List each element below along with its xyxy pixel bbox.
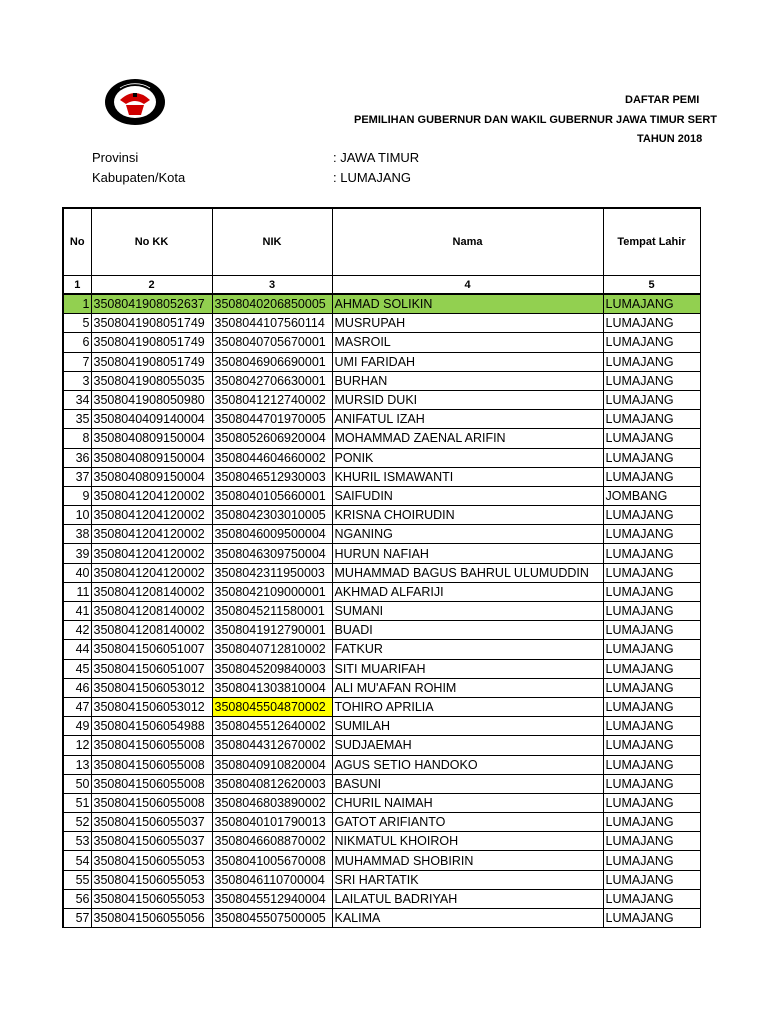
cell-nik[interactable]: 3508046608870002 xyxy=(212,832,332,851)
table-row[interactable] xyxy=(63,909,700,928)
cell-nama[interactable]: PONIK xyxy=(332,448,603,467)
table-row[interactable] xyxy=(63,582,700,601)
header-number-5[interactable]: 5 xyxy=(603,276,700,295)
cell-no-kk[interactable]: 3508041506055056 xyxy=(91,909,212,928)
cell-no[interactable]: 51 xyxy=(63,793,91,812)
cell-tempat-lahir[interactable]: LUMAJANG xyxy=(603,774,700,793)
cell-no[interactable]: 45 xyxy=(63,659,91,678)
cell-nama[interactable]: MUHAMMAD BAGUS BAHRUL ULUMUDDIN xyxy=(332,563,603,582)
cell-tempat-lahir[interactable]: LUMAJANG xyxy=(603,755,700,774)
table-row[interactable] xyxy=(63,486,700,505)
cell-nama[interactable]: SITI MUARIFAH xyxy=(332,659,603,678)
cell-no-kk[interactable]: 3508041208140002 xyxy=(91,582,212,601)
cell-tempat-lahir[interactable]: JOMBANG xyxy=(603,486,700,505)
cell-no-kk[interactable]: 3508040809150004 xyxy=(91,429,212,448)
cell-nik[interactable]: 3508041912790001 xyxy=(212,621,332,640)
kabupaten-value: : LUMAJANG xyxy=(333,170,412,185)
cell-tempat-lahir[interactable]: LUMAJANG xyxy=(603,621,700,640)
cell-no-kk[interactable]: 3508041506051007 xyxy=(91,659,212,678)
cell-no[interactable]: 55 xyxy=(63,870,91,889)
cell-nik[interactable]: 3508040812620003 xyxy=(212,774,332,793)
cell-no[interactable]: 36 xyxy=(63,448,91,467)
provinsi-value: : JAWA TIMUR xyxy=(333,150,420,165)
table-row[interactable] xyxy=(63,813,700,832)
header-tempat-lahir[interactable]: Tempat Lahir xyxy=(603,208,700,276)
cell-no-kk[interactable]: 3508040809150004 xyxy=(91,448,212,467)
cell-nama[interactable]: MUHAMMAD SHOBIRIN xyxy=(332,851,603,870)
cell-no[interactable]: 47 xyxy=(63,697,91,716)
table-row[interactable] xyxy=(63,851,700,870)
cell-no-kk[interactable]: 3508041506053012 xyxy=(91,678,212,697)
cell-no[interactable]: 12 xyxy=(63,736,91,755)
cell-tempat-lahir[interactable]: LUMAJANG xyxy=(603,390,700,409)
cell-nik[interactable]: 3508045209840003 xyxy=(212,659,332,678)
cell-no[interactable]: 50 xyxy=(63,774,91,793)
cell-tempat-lahir[interactable]: LUMAJANG xyxy=(603,314,700,333)
cell-no[interactable]: 54 xyxy=(63,851,91,870)
table-row[interactable] xyxy=(63,832,700,851)
cell-nama[interactable]: SRI HARTATIK xyxy=(332,870,603,889)
cell-no-kk[interactable]: 3508041506055053 xyxy=(91,889,212,908)
header-no-kk[interactable]: No KK xyxy=(91,208,212,276)
cell-nama[interactable]: AGUS SETIO HANDOKO xyxy=(332,755,603,774)
cell-tempat-lahir[interactable]: LUMAJANG xyxy=(603,352,700,371)
cell-no-kk[interactable]: 3508040809150004 xyxy=(91,467,212,486)
header-nik[interactable]: NIK xyxy=(212,208,332,276)
cell-no-kk[interactable]: 3508041204120002 xyxy=(91,525,212,544)
cell-nama[interactable]: SUMILAH xyxy=(332,717,603,736)
cell-nik[interactable]: 3508042303010005 xyxy=(212,506,332,525)
cell-nama[interactable]: NIKMATUL KHOIROH xyxy=(332,832,603,851)
cell-no[interactable]: 3 xyxy=(63,371,91,390)
cell-no[interactable]: 44 xyxy=(63,640,91,659)
cell-no-kk[interactable]: 3508040409140004 xyxy=(91,410,212,429)
provinsi-label: Provinsi xyxy=(92,150,139,165)
cell-no-kk[interactable]: 3508041506055037 xyxy=(91,832,212,851)
table-row[interactable] xyxy=(63,525,700,544)
cell-no-kk[interactable]: 3508041506053012 xyxy=(91,697,212,716)
cell-no-kk[interactable]: 3508041208140002 xyxy=(91,602,212,621)
table-row[interactable] xyxy=(63,410,700,429)
cell-no[interactable]: 11 xyxy=(63,582,91,601)
cell-tempat-lahir[interactable]: LUMAJANG xyxy=(603,736,700,755)
cell-nama[interactable]: MURSID DUKI xyxy=(332,390,603,409)
cell-tempat-lahir[interactable]: LUMAJANG xyxy=(603,813,700,832)
table-row[interactable] xyxy=(63,717,700,736)
cell-nik[interactable]: 3508041005670008 xyxy=(212,851,332,870)
cell-nik[interactable]: 3508040705670001 xyxy=(212,333,332,352)
table-row[interactable] xyxy=(63,659,700,678)
cell-no-kk[interactable]: 3508041506055008 xyxy=(91,793,212,812)
cell-no[interactable]: 9 xyxy=(63,486,91,505)
cell-tempat-lahir[interactable]: LUMAJANG xyxy=(603,429,700,448)
cell-no-kk[interactable]: 3508041204120002 xyxy=(91,544,212,563)
cell-nik[interactable]: 3508042311950003 xyxy=(212,563,332,582)
cell-nik[interactable]: 3508044312670002 xyxy=(212,736,332,755)
table-row[interactable] xyxy=(63,352,700,371)
cell-nama[interactable]: SUMANI xyxy=(332,602,603,621)
cell-nama[interactable]: MOHAMMAD ZAENAL ARIFIN xyxy=(332,429,603,448)
cell-nama[interactable]: KHURIL ISMAWANTI xyxy=(332,467,603,486)
table-row[interactable] xyxy=(63,640,700,659)
cell-no-kk[interactable]: 3508041908050980 xyxy=(91,390,212,409)
cell-nama[interactable]: UMI FARIDAH xyxy=(332,352,603,371)
table-row[interactable] xyxy=(63,506,700,525)
cell-tempat-lahir[interactable]: LUMAJANG xyxy=(603,410,700,429)
cell-no-kk[interactable]: 3508041204120002 xyxy=(91,563,212,582)
cell-nik[interactable]: 3508052606920004 xyxy=(212,429,332,448)
cell-nama[interactable]: BURHAN xyxy=(332,371,603,390)
cell-nama[interactable]: MASROIL xyxy=(332,333,603,352)
cell-nama[interactable]: FATKUR xyxy=(332,640,603,659)
cell-tempat-lahir[interactable]: LUMAJANG xyxy=(603,294,700,314)
cell-nik[interactable]: 3508045512940004 xyxy=(212,889,332,908)
cell-nik[interactable]: 3508045507500005 xyxy=(212,909,332,928)
cell-no[interactable]: 49 xyxy=(63,717,91,736)
cell-no[interactable]: 10 xyxy=(63,506,91,525)
cell-nama[interactable]: BASUNI xyxy=(332,774,603,793)
cell-no-kk[interactable]: 3508041506055008 xyxy=(91,736,212,755)
cell-nik[interactable]: 3508045512640002 xyxy=(212,717,332,736)
header-number-3[interactable]: 3 xyxy=(212,276,332,295)
cell-nik[interactable]: 3508044701970005 xyxy=(212,410,332,429)
cell-no-kk[interactable]: 3508041506055008 xyxy=(91,755,212,774)
cell-nama[interactable]: AKHMAD ALFARIJI xyxy=(332,582,603,601)
cell-tempat-lahir[interactable]: LUMAJANG xyxy=(603,717,700,736)
cell-tempat-lahir[interactable]: LUMAJANG xyxy=(603,697,700,716)
cell-tempat-lahir[interactable]: LUMAJANG xyxy=(603,832,700,851)
cell-no-kk[interactable]: 3508041506055053 xyxy=(91,851,212,870)
cell-no[interactable]: 13 xyxy=(63,755,91,774)
cell-nama[interactable]: HURUN NAFIAH xyxy=(332,544,603,563)
table-row[interactable] xyxy=(63,793,700,812)
table-row[interactable] xyxy=(63,333,700,352)
cell-nama[interactable]: LAILATUL BADRIYAH xyxy=(332,889,603,908)
voter-table-container xyxy=(62,207,698,928)
cell-tempat-lahir[interactable]: LUMAJANG xyxy=(603,467,700,486)
cell-tempat-lahir[interactable]: LUMAJANG xyxy=(603,525,700,544)
table-row[interactable] xyxy=(63,736,700,755)
cell-tempat-lahir[interactable]: LUMAJANG xyxy=(603,544,700,563)
cell-nik[interactable]: 3508040206850005 xyxy=(212,294,332,314)
title-line-1: DAFTAR PEMI xyxy=(625,94,700,106)
table-row[interactable] xyxy=(63,448,700,467)
cell-no[interactable]: 53 xyxy=(63,832,91,851)
cell-nik[interactable]: 3508040910820004 xyxy=(212,755,332,774)
cell-no[interactable]: 8 xyxy=(63,429,91,448)
header-number-4[interactable]: 4 xyxy=(332,276,603,295)
cell-tempat-lahir[interactable]: LUMAJANG xyxy=(603,506,700,525)
cell-no-kk[interactable]: 3508041204120002 xyxy=(91,506,212,525)
cell-nik[interactable]: 3508045504870002 xyxy=(212,697,332,716)
cell-tempat-lahir[interactable]: LUMAJANG xyxy=(603,640,700,659)
cell-no-kk[interactable]: 3508041506055037 xyxy=(91,813,212,832)
cell-no-kk[interactable]: 3508041204120002 xyxy=(91,486,212,505)
cell-no-kk[interactable]: 3508041908052637 xyxy=(91,294,212,314)
cell-no-kk[interactable]: 3508041506055008 xyxy=(91,774,212,793)
cell-no[interactable]: 38 xyxy=(63,525,91,544)
cell-nik[interactable]: 3508040712810002 xyxy=(212,640,332,659)
cell-nik[interactable]: 3508044107560114 xyxy=(212,314,332,333)
header-number-1[interactable]: 1 xyxy=(63,276,91,295)
cell-nama[interactable]: ALI MU'AFAN ROHIM xyxy=(332,678,603,697)
cell-nik[interactable]: 3508040105660001 xyxy=(212,486,332,505)
cell-tempat-lahir[interactable]: LUMAJANG xyxy=(603,602,700,621)
table-row[interactable] xyxy=(63,774,700,793)
cell-no[interactable]: 1 xyxy=(63,294,91,314)
cell-nama[interactable]: BUADI xyxy=(332,621,603,640)
cell-nik[interactable]: 3508041212740002 xyxy=(212,390,332,409)
table-row[interactable] xyxy=(63,870,700,889)
cell-nik[interactable]: 3508046906690001 xyxy=(212,352,332,371)
cell-no[interactable]: 52 xyxy=(63,813,91,832)
cell-no-kk[interactable]: 3508041506054988 xyxy=(91,717,212,736)
cell-no-kk[interactable]: 3508041908051749 xyxy=(91,333,212,352)
cell-no[interactable]: 39 xyxy=(63,544,91,563)
header-row xyxy=(63,208,700,276)
cell-no-kk[interactable]: 3508041506055053 xyxy=(91,870,212,889)
cell-nik[interactable]: 3508045211580001 xyxy=(212,602,332,621)
cell-nik[interactable]: 3508041303810004 xyxy=(212,678,332,697)
cell-tempat-lahir[interactable]: LUMAJANG xyxy=(603,371,700,390)
cell-nik[interactable]: 3508042706630001 xyxy=(212,371,332,390)
cell-tempat-lahir[interactable]: LUMAJANG xyxy=(603,582,700,601)
cell-nama[interactable]: AHMAD SOLIKIN xyxy=(332,294,603,314)
cell-no-kk[interactable]: 3508041506051007 xyxy=(91,640,212,659)
table-row[interactable] xyxy=(63,697,700,716)
voter-table xyxy=(62,207,701,928)
header-no[interactable]: No xyxy=(63,208,91,276)
title-line-3: TAHUN 2018 xyxy=(637,133,703,145)
cell-tempat-lahir[interactable]: LUMAJANG xyxy=(603,793,700,812)
cell-no[interactable]: 35 xyxy=(63,410,91,429)
title-line-2: PEMILIHAN GUBERNUR DAN WAKIL GUBERNUR JAWA TIMUR SERT xyxy=(354,114,718,126)
cell-nama[interactable]: ANIFATUL IZAH xyxy=(332,410,603,429)
cell-tempat-lahir[interactable]: LUMAJANG xyxy=(603,659,700,678)
table-row[interactable] xyxy=(63,314,700,333)
table-row[interactable] xyxy=(63,429,700,448)
table-row[interactable] xyxy=(63,467,700,486)
table-row[interactable] xyxy=(63,390,700,409)
cell-nik[interactable]: 3508040101790013 xyxy=(212,813,332,832)
cell-no[interactable]: 57 xyxy=(63,909,91,928)
cell-no[interactable]: 6 xyxy=(63,333,91,352)
table-row[interactable] xyxy=(63,889,700,908)
cell-nik[interactable]: 3508046009500004 xyxy=(212,525,332,544)
cell-no-kk[interactable]: 3508041908051749 xyxy=(91,352,212,371)
cell-nama[interactable]: SUDJAEMAH xyxy=(332,736,603,755)
cell-tempat-lahir[interactable]: LUMAJANG xyxy=(603,563,700,582)
cell-nik[interactable]: 3508042109000001 xyxy=(212,582,332,601)
table-row[interactable] xyxy=(63,371,700,390)
table-row[interactable] xyxy=(63,678,700,697)
cell-no-kk[interactable]: 3508041908055035 xyxy=(91,371,212,390)
cell-no-kk[interactable]: 3508041208140002 xyxy=(91,621,212,640)
table-body xyxy=(63,294,700,928)
cell-no[interactable]: 46 xyxy=(63,678,91,697)
table-row[interactable] xyxy=(63,294,700,314)
cell-tempat-lahir[interactable]: LUMAJANG xyxy=(603,851,700,870)
cell-nama[interactable]: KALIMA xyxy=(332,909,603,928)
cell-nama[interactable]: KRISNA CHOIRUDIN xyxy=(332,506,603,525)
table-row[interactable] xyxy=(63,755,700,774)
cell-no[interactable]: 7 xyxy=(63,352,91,371)
cell-nik[interactable]: 3508046309750004 xyxy=(212,544,332,563)
cell-nik[interactable]: 3508046110700004 xyxy=(212,870,332,889)
cell-tempat-lahir[interactable]: LUMAJANG xyxy=(603,870,700,889)
cell-nik[interactable]: 3508046512930003 xyxy=(212,467,332,486)
cell-nik[interactable]: 3508044604660002 xyxy=(212,448,332,467)
cell-no[interactable]: 41 xyxy=(63,602,91,621)
header-number-2[interactable]: 2 xyxy=(91,276,212,295)
report-title xyxy=(0,0,768,160)
cell-nama[interactable]: CHURIL NAIMAH xyxy=(332,793,603,812)
cell-no[interactable]: 34 xyxy=(63,390,91,409)
kabupaten-label: Kabupaten/Kota xyxy=(92,170,186,185)
cell-tempat-lahir[interactable]: LUMAJANG xyxy=(603,889,700,908)
table-row[interactable] xyxy=(63,602,700,621)
cell-tempat-lahir[interactable]: LUMAJANG xyxy=(603,909,700,928)
table-row[interactable] xyxy=(63,544,700,563)
cell-no[interactable]: 37 xyxy=(63,467,91,486)
cell-no[interactable]: 42 xyxy=(63,621,91,640)
table-row[interactable] xyxy=(63,563,700,582)
cell-tempat-lahir[interactable]: LUMAJANG xyxy=(603,333,700,352)
cell-tempat-lahir[interactable]: LUMAJANG xyxy=(603,448,700,467)
cell-tempat-lahir[interactable]: LUMAJANG xyxy=(603,678,700,697)
cell-nama[interactable]: SAIFUDIN xyxy=(332,486,603,505)
header-nama[interactable]: Nama xyxy=(332,208,603,276)
cell-no[interactable]: 56 xyxy=(63,889,91,908)
header-number-row xyxy=(63,276,700,295)
cell-nama[interactable]: NGANING xyxy=(332,525,603,544)
cell-nik[interactable]: 3508046803890002 xyxy=(212,793,332,812)
cell-nama[interactable]: TOHIRO APRILIA xyxy=(332,697,603,716)
cell-nama[interactable]: MUSRUPAH xyxy=(332,314,603,333)
cell-no[interactable]: 40 xyxy=(63,563,91,582)
cell-no[interactable]: 5 xyxy=(63,314,91,333)
cell-nama[interactable]: GATOT ARIFIANTO xyxy=(332,813,603,832)
cell-no-kk[interactable]: 3508041908051749 xyxy=(91,314,212,333)
table-row[interactable] xyxy=(63,621,700,640)
